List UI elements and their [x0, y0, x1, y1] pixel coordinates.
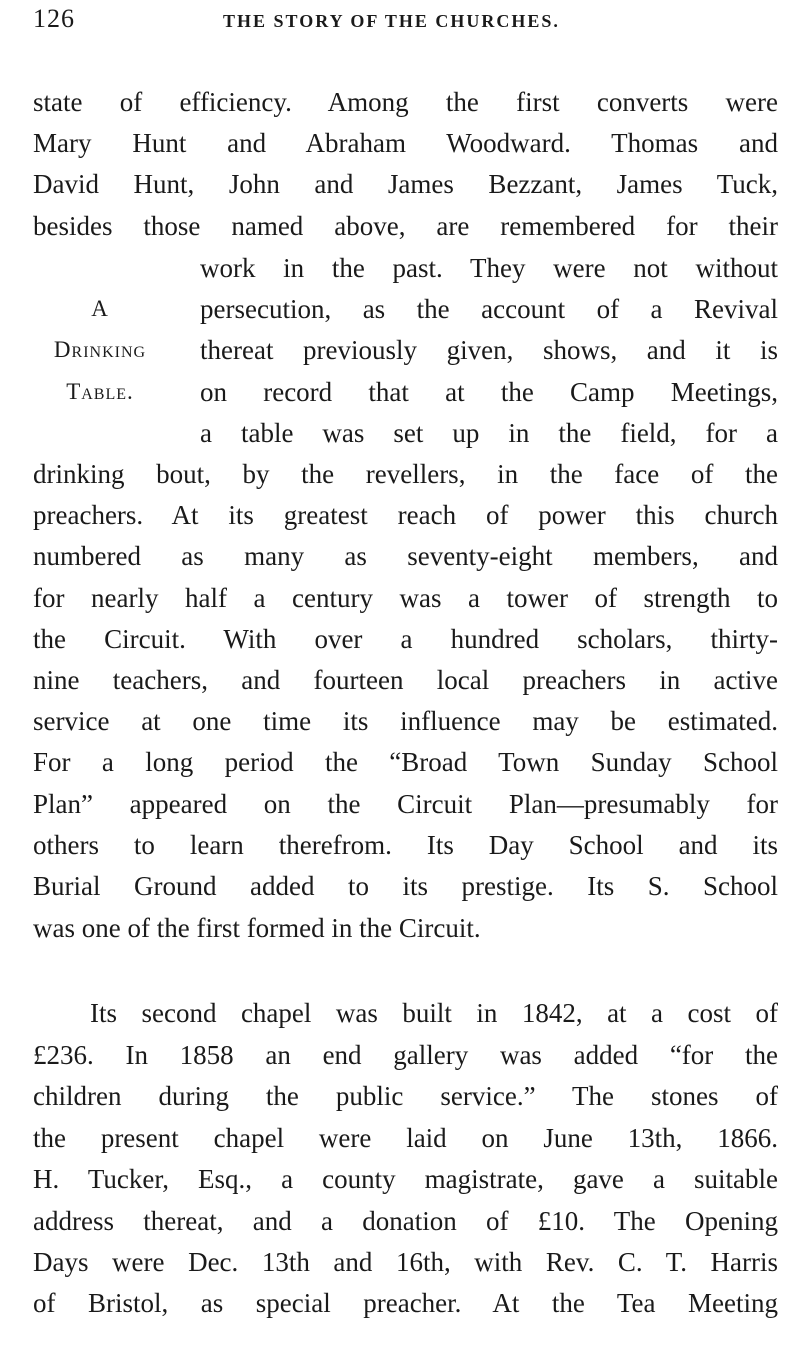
text-line: David Hunt, John and James Bezzant, James Tuck, — [33, 169, 778, 199]
text-line: was one of the first formed in the Circuit. — [33, 913, 481, 943]
text-line: on record that at the Camp Meetings, — [200, 377, 778, 407]
text-line: thereat previously given, shows, and it is — [200, 335, 778, 365]
text-line: Plan” appeared on the Circuit Plan—presumably for — [33, 789, 778, 819]
text-line: address thereat, and a donation of £10. The Opening — [33, 1206, 778, 1236]
text-line: persecution, as the account of a Revival — [200, 294, 778, 324]
text-line: preachers. At its greatest reach of power this church — [33, 500, 778, 530]
text-line: Its second chapel was built in 1842, at a cost of — [90, 998, 778, 1028]
text-line: a table was set up in the field, for a — [200, 418, 778, 448]
sidenote-line: Table. — [66, 379, 134, 404]
text-line: for nearly half a century was a tower of strength to — [33, 583, 778, 613]
text-line: of Bristol, as special preacher. At the Tea Meeting — [33, 1288, 778, 1318]
text-line: the present chapel were laid on June 13th, 1866. — [33, 1123, 778, 1153]
text-line: Days were Dec. 13th and 16th, with Rev. C. T. Harris — [33, 1247, 778, 1277]
text-line: children during the public service.” The stones of — [33, 1081, 778, 1111]
text-line: numbered as many as seventy-eight members, and — [33, 541, 778, 571]
text-line: the Circuit. With over a hundred scholars, thirty- — [33, 624, 778, 654]
text-line: others to learn therefrom. Its Day School and its — [33, 830, 778, 860]
page-header — [33, 4, 778, 38]
text-line: Burial Ground added to its prestige. Its S. School — [33, 871, 778, 901]
text-line: work in the past. They were not without — [200, 253, 778, 283]
sidenote-line: Drinking — [53, 337, 147, 362]
text-line: £236. In 1858 an end gallery was added “for the — [33, 1040, 778, 1070]
text-line: service at one time its influence may be estimated. — [33, 706, 778, 736]
text-line: H. Tucker, Esq., a county magistrate, gave a suitable — [33, 1164, 778, 1194]
page-number: 126 — [33, 4, 75, 33]
text-line: For a long period the “Broad Town Sunday School — [33, 747, 778, 777]
sidenote-line: A — [91, 296, 109, 321]
running-head: THE STORY OF THE CHURCHES. — [223, 11, 560, 31]
text-line: besides those named above, are remembered for their — [33, 211, 778, 241]
text-line: nine teachers, and fourteen local preachers in active — [33, 665, 778, 695]
text-line: Mary Hunt and Abraham Woodward. Thomas and — [33, 128, 778, 158]
text-line: drinking bout, by the revellers, in the face of the — [33, 459, 778, 489]
text-line: state of efficiency. Among the first converts were — [33, 87, 778, 117]
